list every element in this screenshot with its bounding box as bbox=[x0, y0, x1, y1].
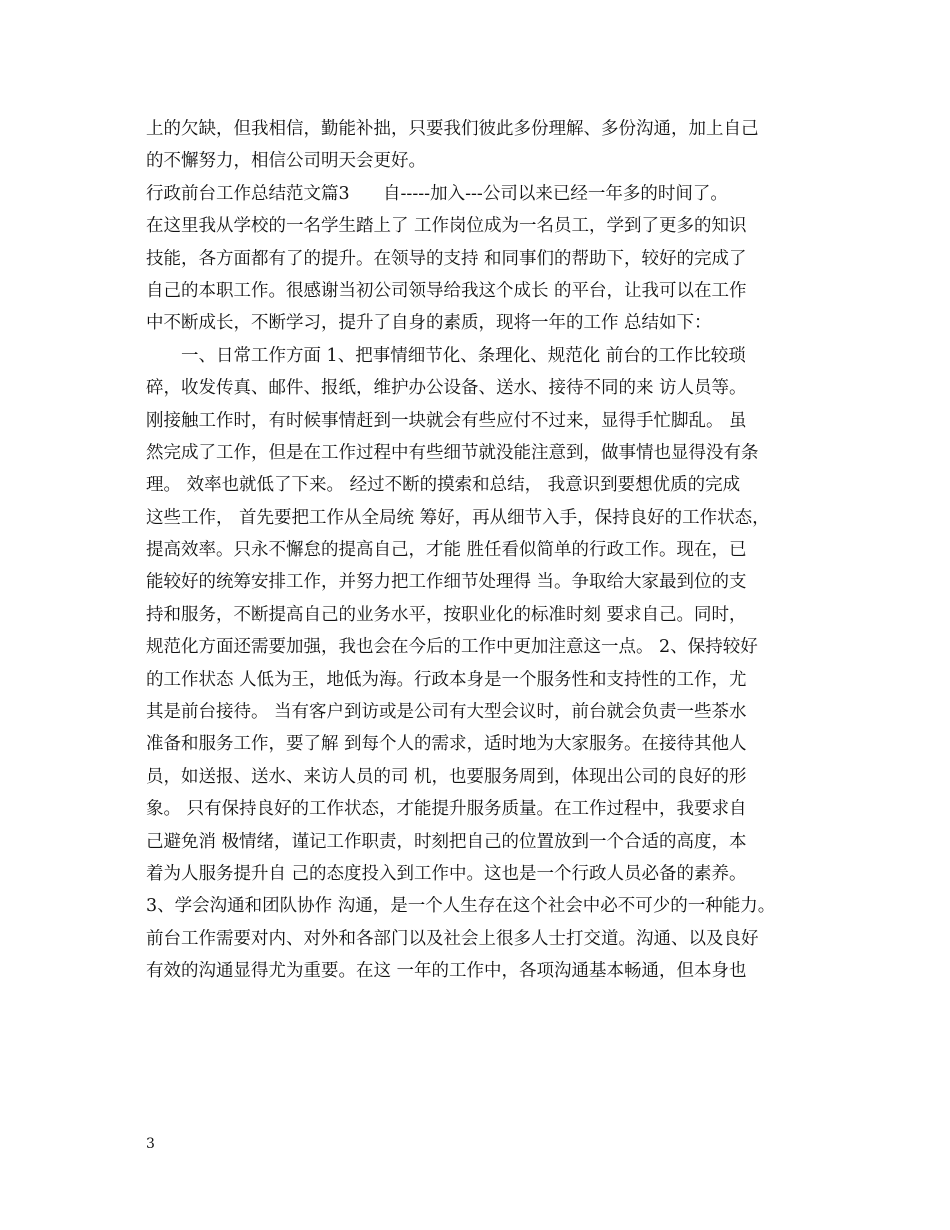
text-line: 象。 只有保持良好的工作状态，才能提升服务质量。在工作过程中，我要求自 bbox=[146, 799, 747, 820]
text-line: 有效的沟通显得尤为重要。在这 一年的工作中，各项沟通基本畅通，但本身也 bbox=[146, 961, 747, 982]
text-line: 然完成了工作，但是在工作过程中有些细节就没能注意到，做事情也显得没有条 bbox=[146, 442, 759, 463]
text-line: 己避免消 极情绪，谨记工作职责，时刻把自己的位置放到一个合适的高度，本 bbox=[146, 831, 747, 852]
text-line: 技能，各方面都有了的提升。在领导的支持 和同事们的帮助下，较好的完成了 bbox=[146, 248, 747, 269]
text-line: 在这里我从学校的一名学生踏上了 工作岗位成为一名员工，学到了更多的知识 bbox=[146, 216, 747, 237]
text-line: 着为人服务提升自 己的态度投入到工作中。这也是一个行政人员必备的素养。 bbox=[146, 863, 747, 884]
text-line: 准备和服务工作，要了解 到每个人的需求，适时地为大家服务。在接待其他人 bbox=[146, 734, 747, 755]
text-line: 前台工作需要对内、对外和各部门以及社会上很多人士打交道。沟通、以及良好 bbox=[146, 928, 759, 949]
text-line: 的不懈努力，相信公司明天会更好。 bbox=[146, 151, 426, 172]
page-number: 3 bbox=[146, 1136, 155, 1152]
text-line: 持和服务，不断提高自己的业务水平，按职业化的标准时刻 要求自己。同时， bbox=[146, 604, 747, 625]
text-line: 碎，收发传真、邮件、报纸，维护办公设备、送水、接待不同的来 访人员等。 bbox=[146, 378, 747, 399]
text-line: 自己的本职工作。很感谢当初公司领导给我这个成长 的平台，让我可以在工作 bbox=[146, 280, 747, 301]
text-line: 的工作状态 人低为王，地低为海。行政本身是一个服务性和支持性的工作，尤 bbox=[146, 669, 747, 690]
text-line: 能较好的统筹安排工作，并努力把工作细节处理得 当。争取给大家最到位的支 bbox=[146, 572, 747, 593]
text-line: 3、学会沟通和团队协作 沟通，是一个人生存在这个社会中必不可少的一种能力。 bbox=[146, 896, 776, 917]
text-line: 规范化方面还需要加强，我也会在今后的工作中更加注意这一点。 2、保持较好 bbox=[146, 637, 758, 658]
text-line: 中不断成长，不断学习，提升了自身的素质，现将一年的工作 总结如下： bbox=[146, 313, 712, 334]
text-line: 其是前台接待。 当有客户到访或是公司有大型会议时，前台就会负责一些茶水 bbox=[146, 702, 747, 723]
text-line: 这些工作， 首先要把工作从全局统 筹好，再从细节入手，保持良好的工作状态， bbox=[146, 507, 770, 528]
text-line: 理。 效率也就低了下来。 经过不断的摸索和总结， 我意识到要想优质的完成 bbox=[146, 475, 741, 496]
text-line: 刚接触工作时，有时候事情赶到一块就会有些应付不过来，显得手忙脚乱。 虽 bbox=[146, 410, 747, 431]
text-line: 员，如送报、送水、来访人员的司 机，也要服务周到，体现出公司的良好的形 bbox=[146, 766, 747, 787]
text-line: 行政前台工作总结范文篇3 自-----加入---公司以来已经一年多的时间了。 bbox=[146, 183, 728, 204]
text-line: 提高效率。只永不懈怠的提高自己，才能 胜任看似简单的行政工作。现在，已 bbox=[146, 540, 747, 561]
body-text bbox=[146, 113, 816, 988]
text-line: 上的欠缺，但我相信，勤能补拙，只要我们彼此多份理解、多份沟通，加上自己 bbox=[146, 119, 759, 139]
text-line: 一、日常工作方面 1、把事情细节化、条理化、规范化 前台的工作比较琐 bbox=[181, 345, 746, 366]
